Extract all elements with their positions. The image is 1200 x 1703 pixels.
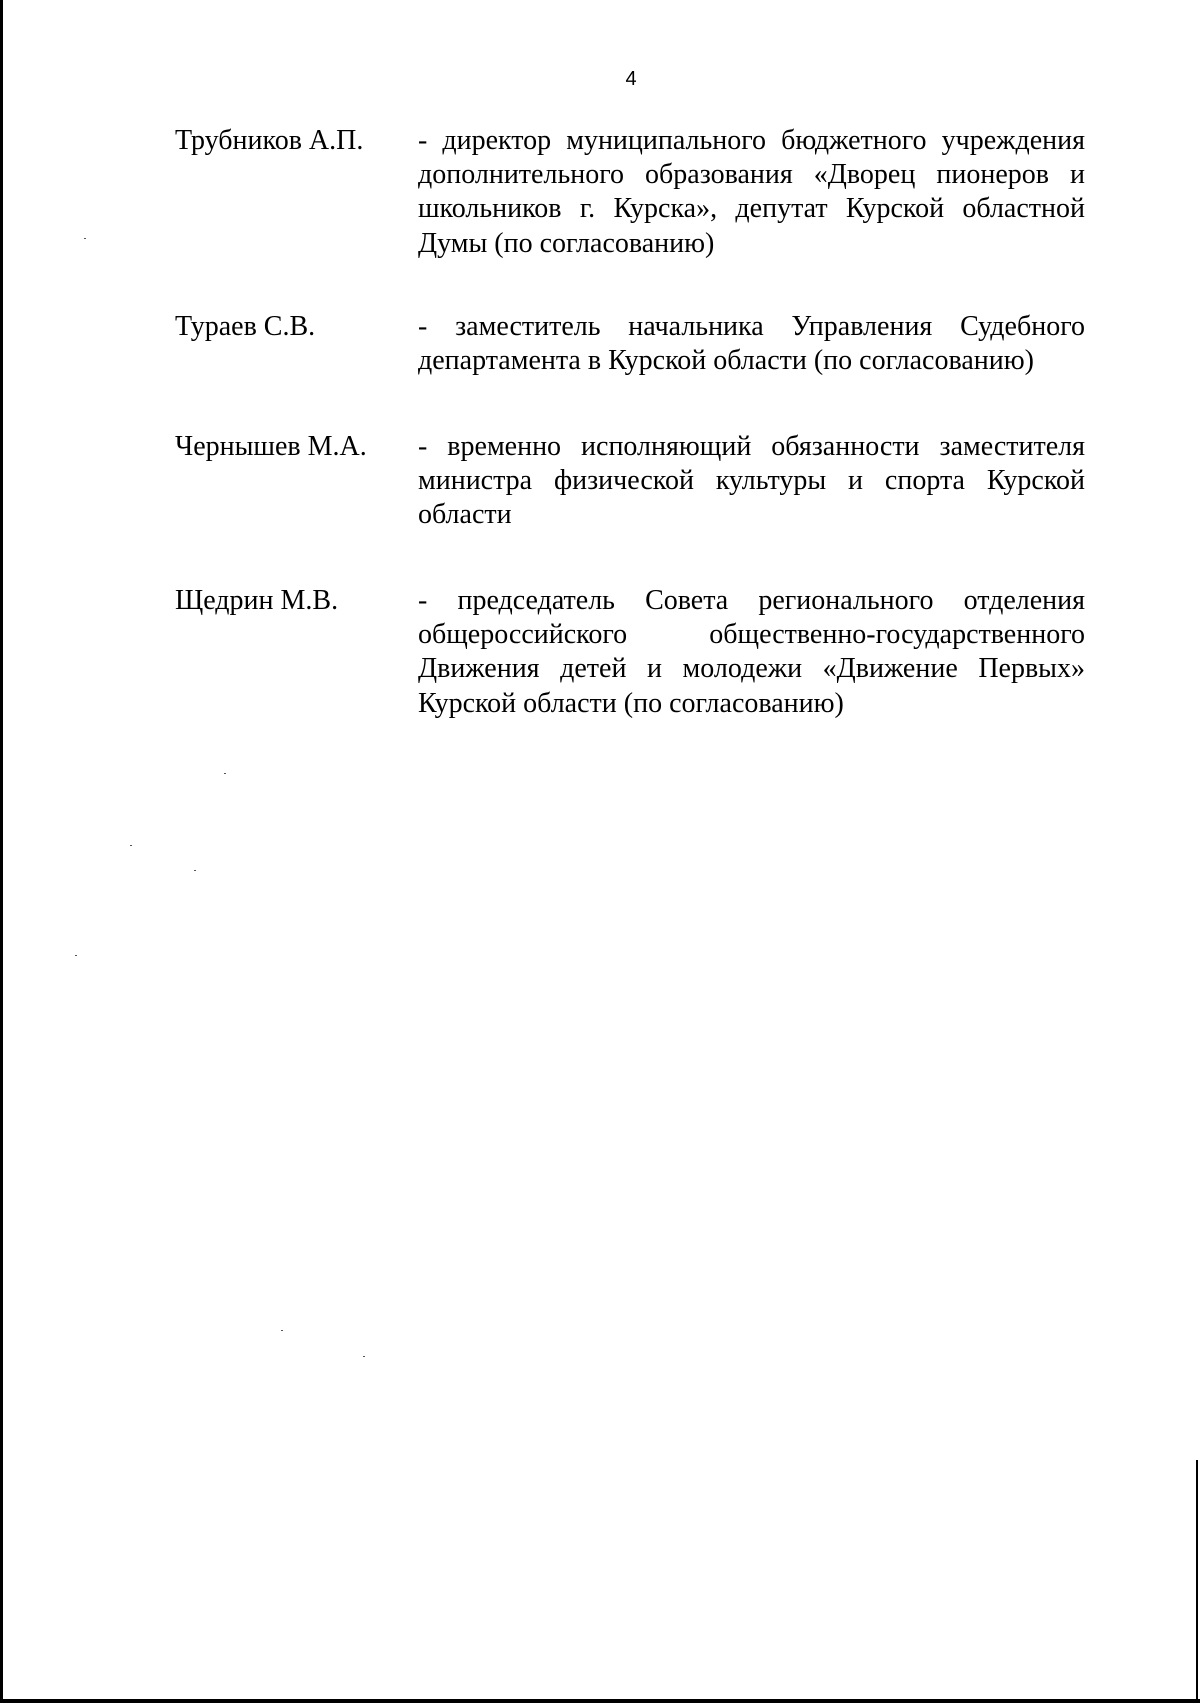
scan-speck [224, 773, 226, 774]
scan-edge-bottom [0, 1699, 1200, 1703]
scan-speck [130, 845, 132, 846]
member-name: Трубников А.П. [175, 125, 364, 156]
scan-speck [84, 238, 86, 239]
page-number: 4 [625, 68, 637, 90]
member-name: Чернышев М.А. [175, 431, 367, 462]
member-description: - директор муниципального бюджетного учреждения дополнительного образования «Дворец пионеров и школьников г. Курска», депутат Курской областной Думы (по согласованию) [418, 125, 1085, 259]
member-description: - временно исполняющий обязанности заместителя министра физической культуры и спорта Курской области [418, 431, 1085, 531]
scan-edge-right [1196, 1460, 1198, 1703]
scan-speck [75, 955, 77, 956]
member-name: Щедрин М.В. [175, 585, 339, 616]
scan-speck [363, 1356, 365, 1357]
scan-speck [194, 870, 196, 871]
member-name: Тураев С.В. [175, 311, 316, 342]
scan-speck [281, 1330, 283, 1331]
member-description: - председатель Совета регионального отделения общероссийского общественно-государственного Движения детей и молодежи «Движение Первых» Курской области (по согласованию) [418, 585, 1085, 719]
member-description: - заместитель начальника Управления Судебного департамента в Курской области (по согласованию) [418, 311, 1085, 377]
scan-edge-left [0, 0, 3, 1703]
